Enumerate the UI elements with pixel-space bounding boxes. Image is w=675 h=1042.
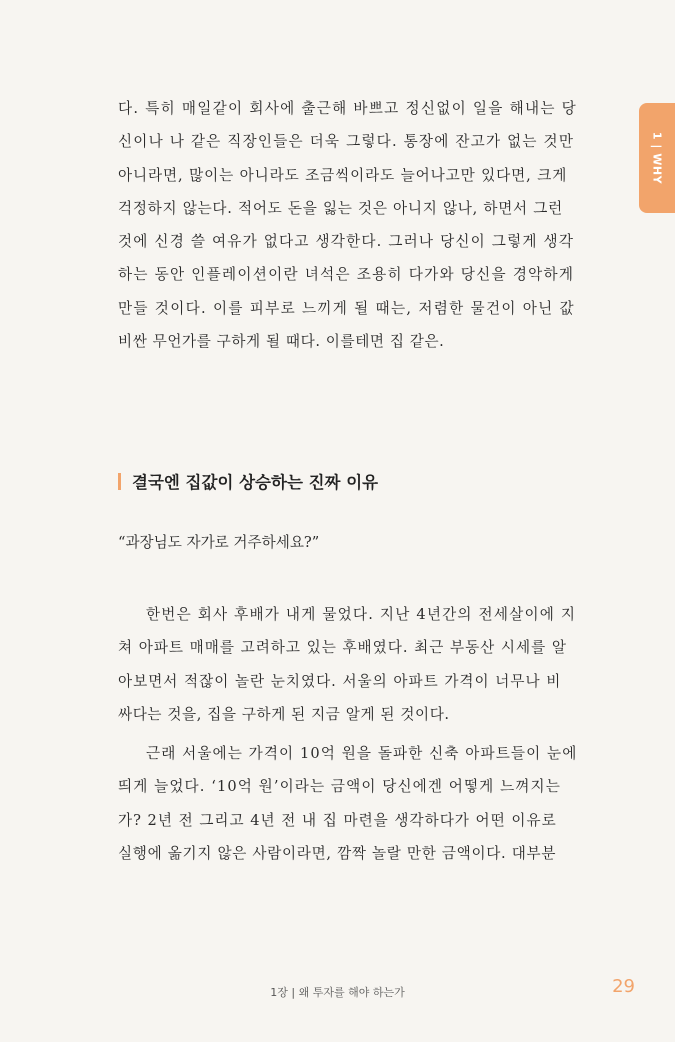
body-paragraph-2 [118,598,576,731]
body-paragraph-1 [118,92,576,358]
dialogue-quote: “과장님도 자가로 거주하세요?” [118,534,320,551]
text-line: 다. 특히 매일같이 회사에 출근해 바쁘고 정신없이 일을 해내는 당 [118,100,578,117]
text-line: 하는 동안 인플레이션이란 녀석은 조용히 다가와 당신을 경악하게 [118,266,575,284]
body-paragraph-3 [118,737,576,870]
text-line: 싸다는 것을, 집을 구하게 된 지금 알게 된 것이다. [118,705,450,723]
heading-accent-bar [118,473,121,490]
text-line: 걱정하지 않는다. 적어도 돈을 잃는 것은 아니지 않나, 하면서 그런 [118,199,563,217]
section-heading-text: 결국엔 집값이 상승하는 진짜 이유 [132,473,379,492]
text-line: 한번은 회사 후배가 내게 물었다. 지난 4년간의 전세살이에 지 [146,606,577,623]
text-line: 실행에 옮기지 않은 사람이라면, 깜짝 놀랄 만한 금액이다. 대부분 [118,844,557,862]
text-line: 쳐 아파트 매매를 고려하고 있는 후배였다. 최근 부동산 시세를 알 [118,639,567,657]
text-line: 아니라면, 많이는 아니라도 조금씩이라도 늘어나고만 있다면, 크게 [118,166,568,184]
text-line: 신이나 나 같은 직장인들은 더욱 그렇다. 통장에 잔고가 없는 것만 [118,133,575,151]
footer-chapter-title: 1장 | 왜 투자를 해야 하는가 [270,986,405,999]
text-line: 아보면서 적잖이 놀란 눈치였다. 서울의 아파트 가격이 너무나 비 [118,672,562,690]
text-line: 만들 것이다. 이를 피부로 느끼게 될 때는, 저렴한 물건이 아닌 값 [118,299,575,317]
text-line: 근래 서울에는 가격이 10억 원을 돌파한 신축 아파트들이 눈에 [146,745,578,762]
page-number: 29 [612,976,635,997]
text-line: 띄게 늘었다. ‘10억 원’이라는 금액이 당신에겐 어떻게 느껴지는 [118,778,561,796]
text-line: 것에 신경 쓸 여유가 없다고 생각한다. 그러나 당신이 그렇게 생각 [118,233,575,251]
chapter-side-tab [639,103,675,213]
text-line: 비싼 무언가를 구하게 될 때다. 이를테면 집 같은. [118,333,445,351]
section-heading [118,466,378,496]
text-line: 가? 2년 전 그리고 4년 전 내 집 마련을 생각하다가 어떤 이유로 [118,811,557,829]
chapter-side-tab-label: 1 | WHY [650,131,664,185]
